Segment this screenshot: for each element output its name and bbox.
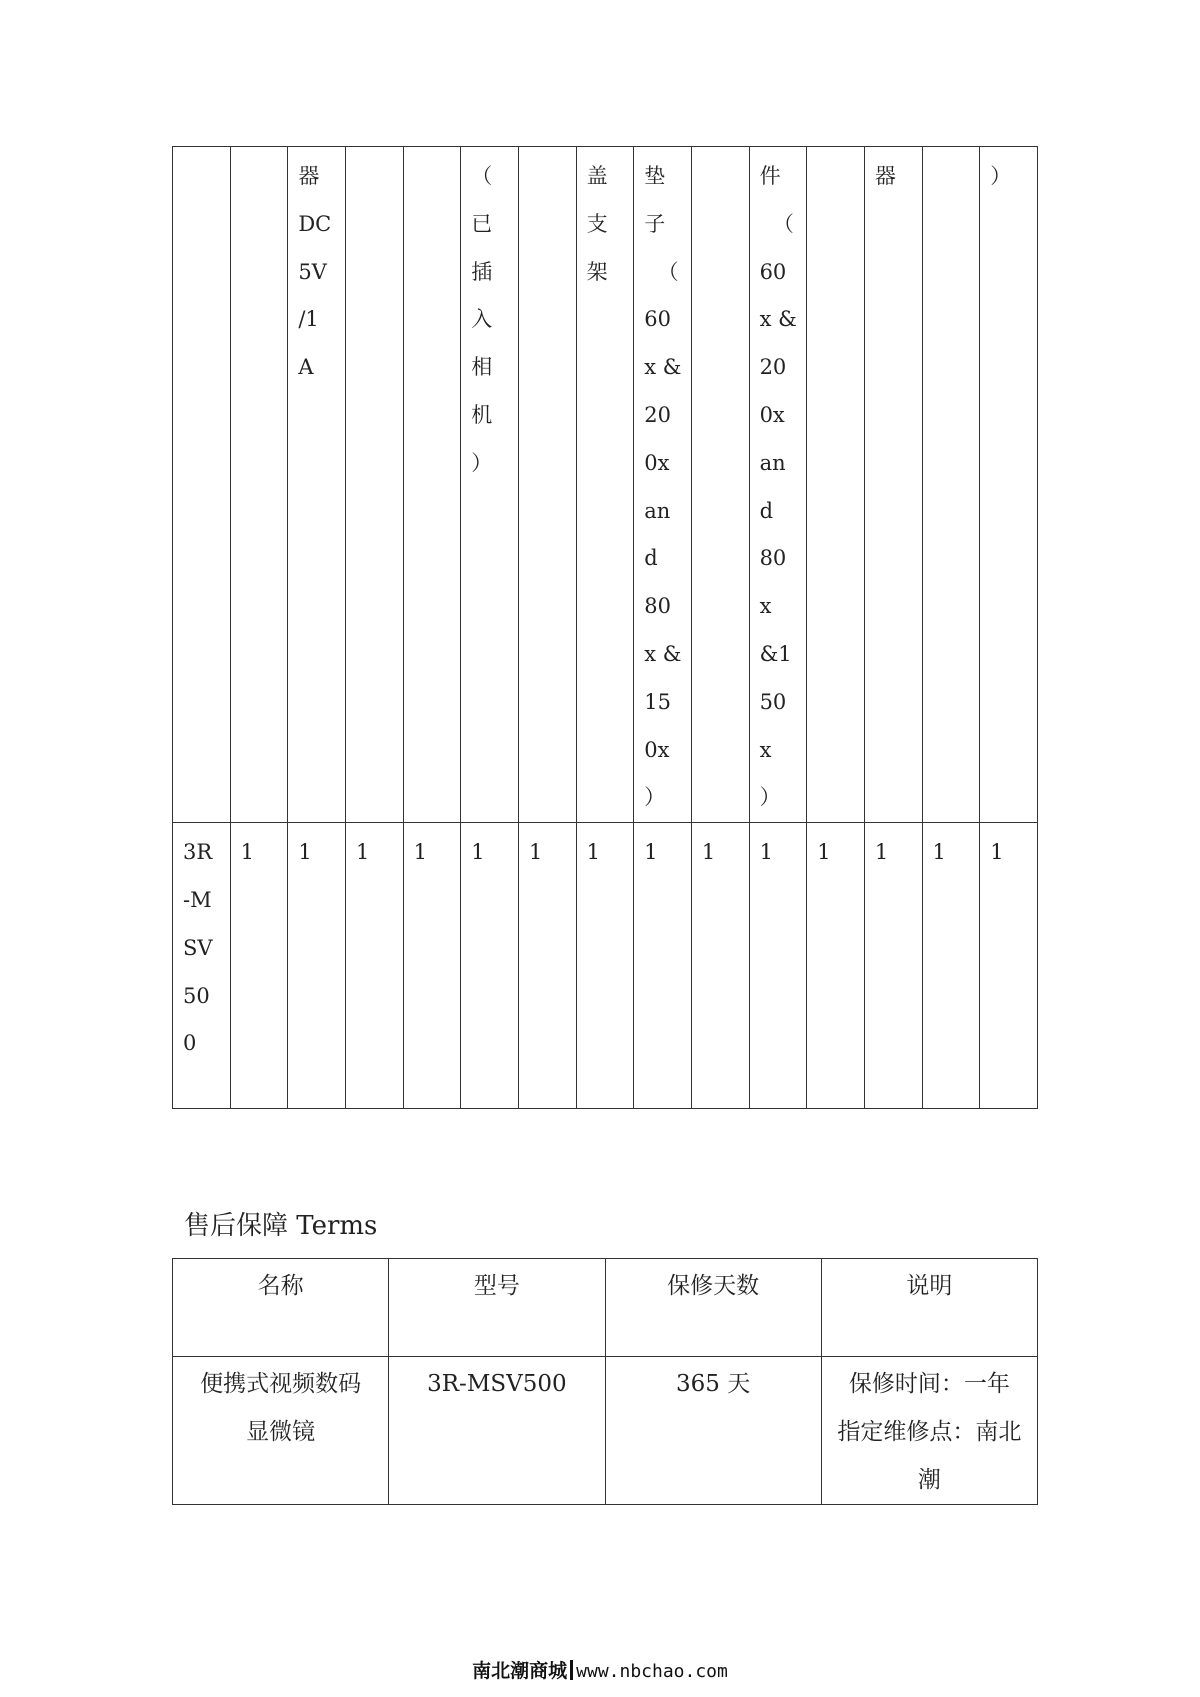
cell-text-line: x [759,737,772,762]
terms-table [172,1258,1038,1505]
cell-text-line: 1 [817,840,831,865]
parts-cell [518,147,576,823]
parts-cell-qty [749,823,807,1109]
parts-cell-qty [864,823,922,1109]
cell-text-line: （ [644,259,679,284]
cell-text-line: 1 [240,840,255,865]
cell-text-line: 盖 [586,164,608,188]
cell-text-line: 80 [759,546,787,571]
cell-text-line: 1 [759,840,773,865]
cell-text-line: ） [471,450,493,475]
cell-text-line: 件 [759,164,781,188]
cell-text-line: 50 [759,689,787,714]
parts-cell-qty [403,823,461,1109]
cell-text-line: 15 [644,689,671,714]
cell-text-line: 器 [874,164,896,188]
parts-cell [345,147,403,823]
cell-text-line: 1 [701,840,716,865]
cell-text-line: 器 [298,164,320,188]
cell-text-line: 1 [644,840,658,865]
cell-text-line: ） [644,785,666,810]
cell-text-line: /1 [298,307,319,332]
cell-text-line: 60 [644,307,671,332]
cell-text-line: 相 [471,355,493,380]
terms-header-row [173,1259,1038,1357]
cell-text-line: 1 [298,840,312,865]
parts-cell-qty [518,823,576,1109]
cell-text-line: 子 [644,211,666,236]
terms-data-row [173,1357,1038,1505]
footer [0,1656,1200,1683]
parts-cell [403,147,461,823]
cell-text-line: 垫 [644,164,666,188]
cell-text-line: DC [298,211,332,236]
cell-text-line: 1 [586,840,600,865]
cell-text-line: &1 [759,641,792,666]
parts-cell [691,147,749,823]
cell-text-line: ） [759,785,781,810]
terms-header-model: 型号 [389,1259,605,1357]
cell-text-line: x & [644,641,682,666]
section-title: 售后保障 Terms [184,1211,378,1241]
cell-text-line: 保修时间：一年 [848,1371,1010,1397]
cell-text-line: （ [471,164,493,188]
cell-text-line: d [644,546,658,571]
cell-text-line: 1 [990,840,1004,865]
parts-cell [807,147,865,823]
cell-text-line: d [759,498,774,523]
cell-text-line: SV [183,935,213,960]
cell-text-line: 20 [644,402,671,427]
footer-brand: 南北潮商城 [472,1660,568,1682]
cell-text-line: 0x [644,737,670,762]
cell-text-line: x [759,594,772,619]
cell-text-line: 60 [759,259,787,284]
cell-text-line: an [644,498,671,523]
cell-text-line: 1 [471,840,485,865]
cell-text-line: 指定维修点：南北 [837,1418,1022,1445]
parts-cell-qty [922,823,980,1109]
parts-cell [173,147,231,823]
parts-table [172,146,1038,1109]
parts-cell [230,147,288,823]
footer-url[interactable]: www.nbchao.com [576,1661,728,1682]
cell-text-line: 便携式视频数码 [200,1371,362,1397]
parts-table-row-1 [173,147,1038,823]
cell-text-line: 80 [644,594,671,619]
cell-text-line: 1 [355,840,370,865]
cell-text-line: -M [183,887,212,912]
cell-text-line: 已 [471,211,493,236]
cell-text-line: A [298,355,314,380]
parts-cell-qty [230,823,288,1109]
cell-text-line: 3R [183,840,213,865]
cell-text-line: 插 [471,259,493,284]
cell-text-line: 20 [759,355,787,380]
parts-cell-qty [807,823,865,1109]
terms-cell-days [605,1357,821,1505]
parts-cell-qty [980,823,1038,1109]
cell-text-line: 3R-MSV500 [427,1371,567,1397]
cell-text-line: 支 [586,211,608,236]
parts-cell-qty [288,823,346,1109]
parts-cell-qty [461,823,519,1109]
parts-cell [288,147,346,823]
terms-cell-name [173,1357,389,1505]
cell-text-line: x & [759,307,797,332]
parts-cell-qty [345,823,403,1109]
parts-cell [461,147,519,823]
cell-text-line: 0 [183,1031,197,1056]
cell-text-line: 1 [528,840,543,865]
cell-text-line: 1 [413,840,427,865]
cell-text-line: 入 [471,307,493,332]
terms-header-days: 保修天数 [605,1259,821,1357]
cell-text-line: 5V [298,259,327,284]
parts-cell [980,147,1038,823]
terms-cell-note [821,1357,1037,1505]
cell-text-line: 0x [759,402,785,427]
cell-text-line: 机 [471,402,493,427]
parts-cell [634,147,692,823]
cell-text-line: 365 天 [676,1371,751,1397]
parts-cell [576,147,634,823]
parts-cell [922,147,980,823]
cell-text-line: an [759,450,786,475]
parts-cell [864,147,922,823]
parts-cell [749,147,807,823]
parts-table-row-2 [173,823,1038,1109]
parts-cell-qty [576,823,634,1109]
cell-text-line: x & [644,355,682,380]
cell-text-line: 显微镜 [246,1418,316,1445]
cell-text-line: 架 [586,259,608,284]
parts-cell-model [173,823,231,1109]
cell-text-line: 潮 [917,1466,941,1493]
cell-text-line: 0x [644,450,670,475]
cell-text-line: 1 [932,840,946,865]
cell-text-line: ） [990,164,1012,188]
parts-cell-qty [634,823,692,1109]
footer-separator [570,1660,573,1680]
terms-cell-model [389,1357,605,1505]
terms-header-name: 名称 [173,1259,389,1357]
cell-text-line: （ [759,211,794,236]
terms-header-note: 说明 [821,1259,1037,1357]
parts-cell-qty [691,823,749,1109]
cell-text-line: 50 [183,983,210,1008]
cell-text-line: 1 [874,840,889,865]
